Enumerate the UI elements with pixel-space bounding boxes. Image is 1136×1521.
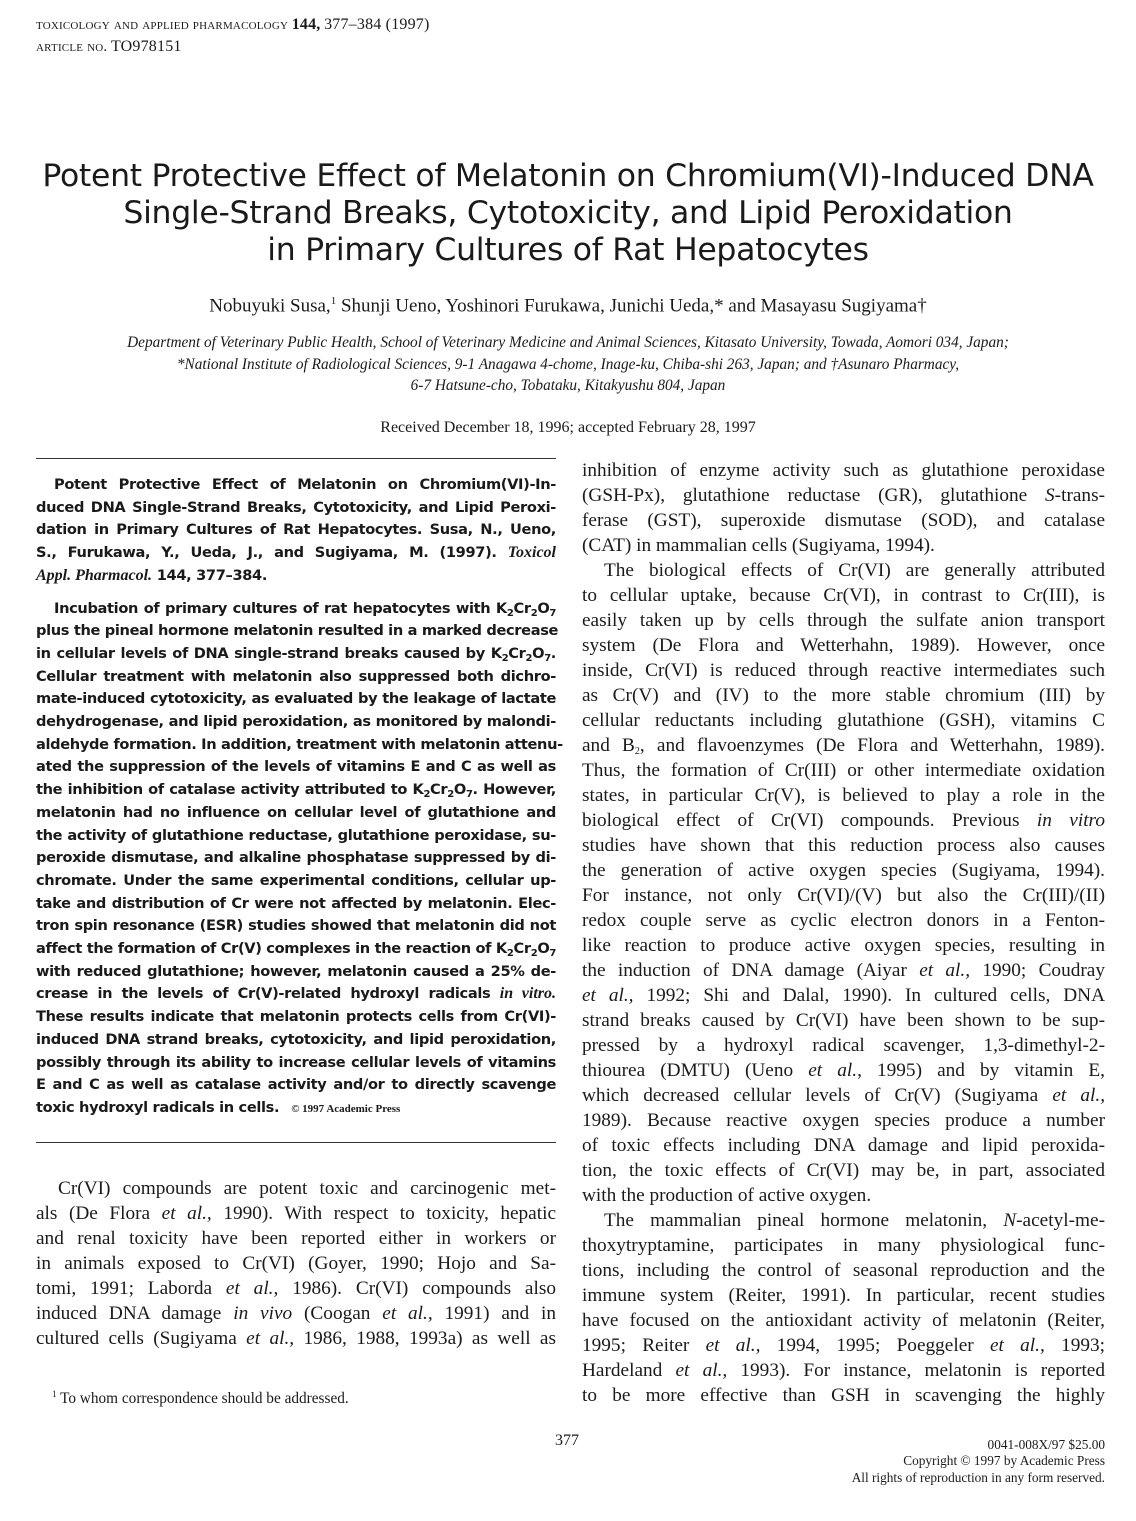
body-line: 1995; Reiter et al., 1994, 1995; Poeggeler et al., 1993;	[582, 1335, 1105, 1356]
abstract-line: dation in Primary Cultures of Rat Hepatocytes. Susa, N., Ueno,	[36, 521, 556, 539]
body-line: redox couple serve as cyclic electron donors in a Fenton-	[582, 910, 1105, 931]
abstract-line: in cellular levels of DNA single-strand breaks caused by $K_2Cr_2O_7$.	[36, 644, 556, 664]
abstract-line: Cellular treatment with melatonin also suppressed both dichro-	[36, 667, 556, 685]
abstract-line: S., Furukawa, Y., Ueda, J., and Sugiyama, M. (1997). Toxicol	[36, 544, 556, 562]
body-line: ferase (GST), superoxide dismutase (SOD), and catalase	[582, 510, 1105, 531]
affiliations	[0, 332, 1136, 397]
body-line: Thus, the formation of Cr(III) or other intermediate oxidation	[582, 760, 1105, 781]
body-line: easily taken up by cells through the sulfate anion transport	[582, 610, 1105, 631]
abstract-line: toxic hydroxyl radicals in cells. © 1997 Academic Press	[36, 1098, 401, 1116]
body-line: (CAT) in mammalian cells (Sugiyama, 1994).	[582, 535, 935, 556]
abstract-line: Potent Protective Effect of Melatonin on Chromium(VI)-In-	[54, 476, 556, 493]
abstract-line: the activity of glutathione reductase, glutathione peroxidase, su-	[36, 826, 556, 844]
body-line: tion, the toxic effects of Cr(VI) may be, in part, associated	[582, 1160, 1105, 1181]
body-line: tomi, 1991; Laborda et al., 1986). Cr(VI) compounds also	[36, 1278, 556, 1299]
body-line: For instance, not only Cr(VI)/(V) but also the Cr(III)/(II)	[582, 885, 1105, 906]
abstract-line: E and C as well as catalase activity and/or to directly scavenge	[36, 1076, 556, 1094]
abstract	[36, 474, 563, 1121]
body-line: and renal toxicity have been reported either in workers or	[36, 1228, 556, 1249]
issn-price: 0041-008X/97 $25.00	[987, 1437, 1105, 1452]
abstract-line: induced DNA strand breaks, cytotoxicity, and lipid peroxidation,	[36, 1030, 556, 1048]
abstract-line: melatonin had no influence on cellular level of glutathione and	[36, 803, 556, 821]
body-line: of toxic effects including DNA damage and lipid peroxida-	[582, 1135, 1105, 1156]
abstract-line: tron spin resonance (ESR) studies showed that melatonin did not	[36, 917, 556, 935]
abstract-line: These results indicate that melatonin protects cells from Cr(VI)-	[36, 1008, 556, 1026]
received-dates: Received December 18, 1996; accepted February 28, 1997	[380, 419, 756, 436]
abstract-line: the inhibition of catalase activity attributed to $K_2Cr_2O_7$. However,	[36, 781, 556, 801]
footnote-mark: 1	[330, 295, 337, 307]
affiliation-line: Department of Veterinary Public Health, School of Veterinary Medicine and Animal Sciences, Kitasato University, Towada, Aomori 034, Japan;	[127, 334, 1009, 351]
body-line: The biological effects of Cr(VI) are generally attributed	[604, 560, 1105, 581]
body-line: Hardeland et al., 1993). For instance, melatonin is reported	[582, 1360, 1106, 1381]
body-line: to be more effective than GSH in scavenging the highly	[582, 1385, 1105, 1406]
body-line: strand breaks caused by Cr(VI) have been shown to be sup-	[582, 1010, 1105, 1031]
copyright-line: Copyright © 1997 by Academic Press	[903, 1453, 1105, 1469]
abstract-line: aldehyde formation. In addition, treatment with melatonin attenu-	[36, 735, 563, 753]
body-line: as Cr(V) and (IV) to the more stable chromium (III) by	[582, 685, 1105, 706]
article-label: article no.	[36, 39, 108, 55]
body-line: immune system (Reiter, 1991). In particular, recent studies	[582, 1285, 1105, 1306]
abstract-bottom-rule	[36, 1142, 556, 1143]
body-line: biological effect of Cr(VI) compounds. Previous in vitro	[582, 810, 1105, 831]
body-line: et al., 1992; Shi and Dalal, 1990). In cultured cells, DNA	[582, 985, 1105, 1006]
body-line: studies have shown that this reduction process also causes	[582, 835, 1105, 856]
title-line: in Primary Cultures of Rat Hepatocytes	[267, 232, 869, 268]
abstract-line: Appl. Pharmacol. 144, 377–384.	[36, 566, 268, 584]
body-line: 1989). Because reactive oxygen species produce a number	[582, 1110, 1105, 1131]
abstract-top-rule	[36, 458, 556, 459]
body-line: the induction of DNA damage (Aiyar et al., 1990; Coudray	[582, 960, 1105, 981]
body-line: system (De Flora and Wetterhahn, 1989). However, once	[582, 635, 1105, 656]
abstract-line: mate-induced cytotoxicity, as evaluated by the leakage of lactate	[36, 690, 556, 708]
abstract-line: peroxide dismutase, and alkaline phosphatase suppressed by di-	[36, 849, 556, 867]
abstract-line: Incubation of primary cultures of rat hepatocytes with $K_2Cr_2O_7$	[54, 599, 556, 619]
abstract-line: duced DNA Single-Strand Breaks, Cytotoxicity, and Lipid Peroxi-	[36, 498, 556, 516]
body-line: cultured cells (Sugiyama et al., 1986, 1988, 1993a) as well as	[36, 1328, 556, 1349]
volume: 144,	[291, 16, 321, 33]
body-line: thiourea (DMTU) (Ueno et al., 1995) and by vitamin E,	[582, 1060, 1105, 1081]
right-column-body	[582, 458, 1105, 1408]
author-list	[0, 295, 1136, 317]
body-line: (GSH-Px), glutathione reductase (GR), glutathione S-trans-	[582, 485, 1105, 506]
abstract-line: with reduced glutathione; however, melatonin caused a 25% de-	[36, 962, 556, 980]
body-line: inside, Cr(VI) is reduced through reactive intermediates such	[582, 660, 1105, 681]
left-column-body	[36, 1176, 556, 1351]
body-line: the generation of active oxygen species (Sugiyama, 1994).	[582, 860, 1105, 881]
abstract-line: possibly through its ability to increase cellular levels of vitamins	[36, 1053, 556, 1071]
body-line: thoxytryptamine, participates in many physiological func-	[582, 1235, 1105, 1256]
footnote: $^1$ To whom correspondence should be addressed.	[52, 1389, 349, 1408]
title-line: Potent Protective Effect of Melatonin on Chromium(VI)-Induced DNA	[42, 158, 1094, 194]
body-line: Cr(VI) compounds are potent toxic and carcinogenic met-	[58, 1178, 556, 1199]
body-line: pressed by a hydroxyl radical scavenger, 1,3-dimethyl-2-	[582, 1035, 1105, 1056]
body-line: like reaction to produce active oxygen species, resulting in	[582, 935, 1105, 956]
body-line: to cellular uptake, because Cr(VI), in contrast to Cr(III), is	[582, 585, 1105, 606]
abstract-line: chromate. Under the same experimental conditions, cellular up-	[36, 871, 556, 889]
abstract-line: ated the suppression of the levels of vitamins E and C as well as	[36, 758, 556, 776]
journal-header	[36, 14, 430, 58]
abstract-line: affect the formation of Cr(V) complexes in the reaction of $K_2Cr_2O_7$	[36, 940, 556, 960]
article-id: TO978151	[110, 38, 182, 55]
body-line: which decreased cellular levels of Cr(V) (Sugiyama et al.,	[582, 1085, 1106, 1106]
abstract-line: take and distribution of Cr were not affected by melatonin. Elec-	[36, 894, 556, 912]
body-line: in animals exposed to Cr(VI) (Goyer, 1990; Hojo and Sa-	[36, 1253, 556, 1274]
other-authors: Shunji Ueno, Yoshinori Furukawa, Junichi Ueda,* and Masayasu Sugiyama†	[340, 295, 927, 317]
copyright-block	[852, 1437, 1105, 1486]
journal-name: toxicology and applied pharmacology	[36, 17, 289, 33]
page-number: 377	[555, 1432, 579, 1449]
title-line: Single-Strand Breaks, Cytotoxicity, and Lipid Peroxidation	[123, 195, 1013, 231]
article-title	[0, 158, 1136, 269]
body-line: als (De Flora et al., 1990). With respect to toxicity, hepatic	[36, 1203, 556, 1224]
body-line: tions, including the control of seasonal reproduction and the	[582, 1260, 1105, 1281]
body-line: induced DNA damage in vivo (Coogan et al., 1991) and in	[36, 1303, 556, 1324]
first-author: Nobuyuki Susa,	[209, 295, 331, 317]
body-line: cellular reductants including glutathione (GSH), vitamins C	[582, 710, 1105, 731]
affiliation-line: *National Institute of Radiological Sciences, 9-1 Anagawa 4-chome, Inage-ku, Chiba-shi 263, Japan; and †Asunaro Pharmacy,	[176, 355, 960, 373]
abstract-copyright: © 1997 Academic Press	[291, 1102, 401, 1115]
body-line: inhibition of enzyme activity such as glutathione peroxidase	[582, 460, 1105, 481]
body-line: states, in particular Cr(V), is believed to play a role in the	[582, 785, 1105, 806]
rights-line: All rights of reproduction in any form reserved.	[851, 1469, 1105, 1485]
abstract-line: plus the pineal hormone melatonin resulted in a marked decrease	[36, 622, 559, 640]
body-line: and $B_2$, and flavoenzymes (De Flora and Wetterhahn, 1989).	[582, 735, 1105, 757]
pages-year: 377–384 (1997)	[324, 16, 430, 33]
abstract-line: dehydrogenase, and lipid peroxidation, as monitored by malondi-	[36, 713, 556, 731]
body-line: The mammalian pineal hormone melatonin, N-acetyl-me-	[604, 1210, 1105, 1231]
body-line: have focused on the antioxidant activity of melatonin (Reiter,	[582, 1310, 1105, 1331]
affiliation-line: 6-7 Hatsune-cho, Tobataku, Kitakyushu 804, Japan	[410, 377, 726, 394]
abstract-line: crease in the levels of Cr(V)-related hydroxyl radicals in vitro.	[36, 985, 557, 1003]
body-line: with the production of active oxygen.	[582, 1185, 872, 1206]
